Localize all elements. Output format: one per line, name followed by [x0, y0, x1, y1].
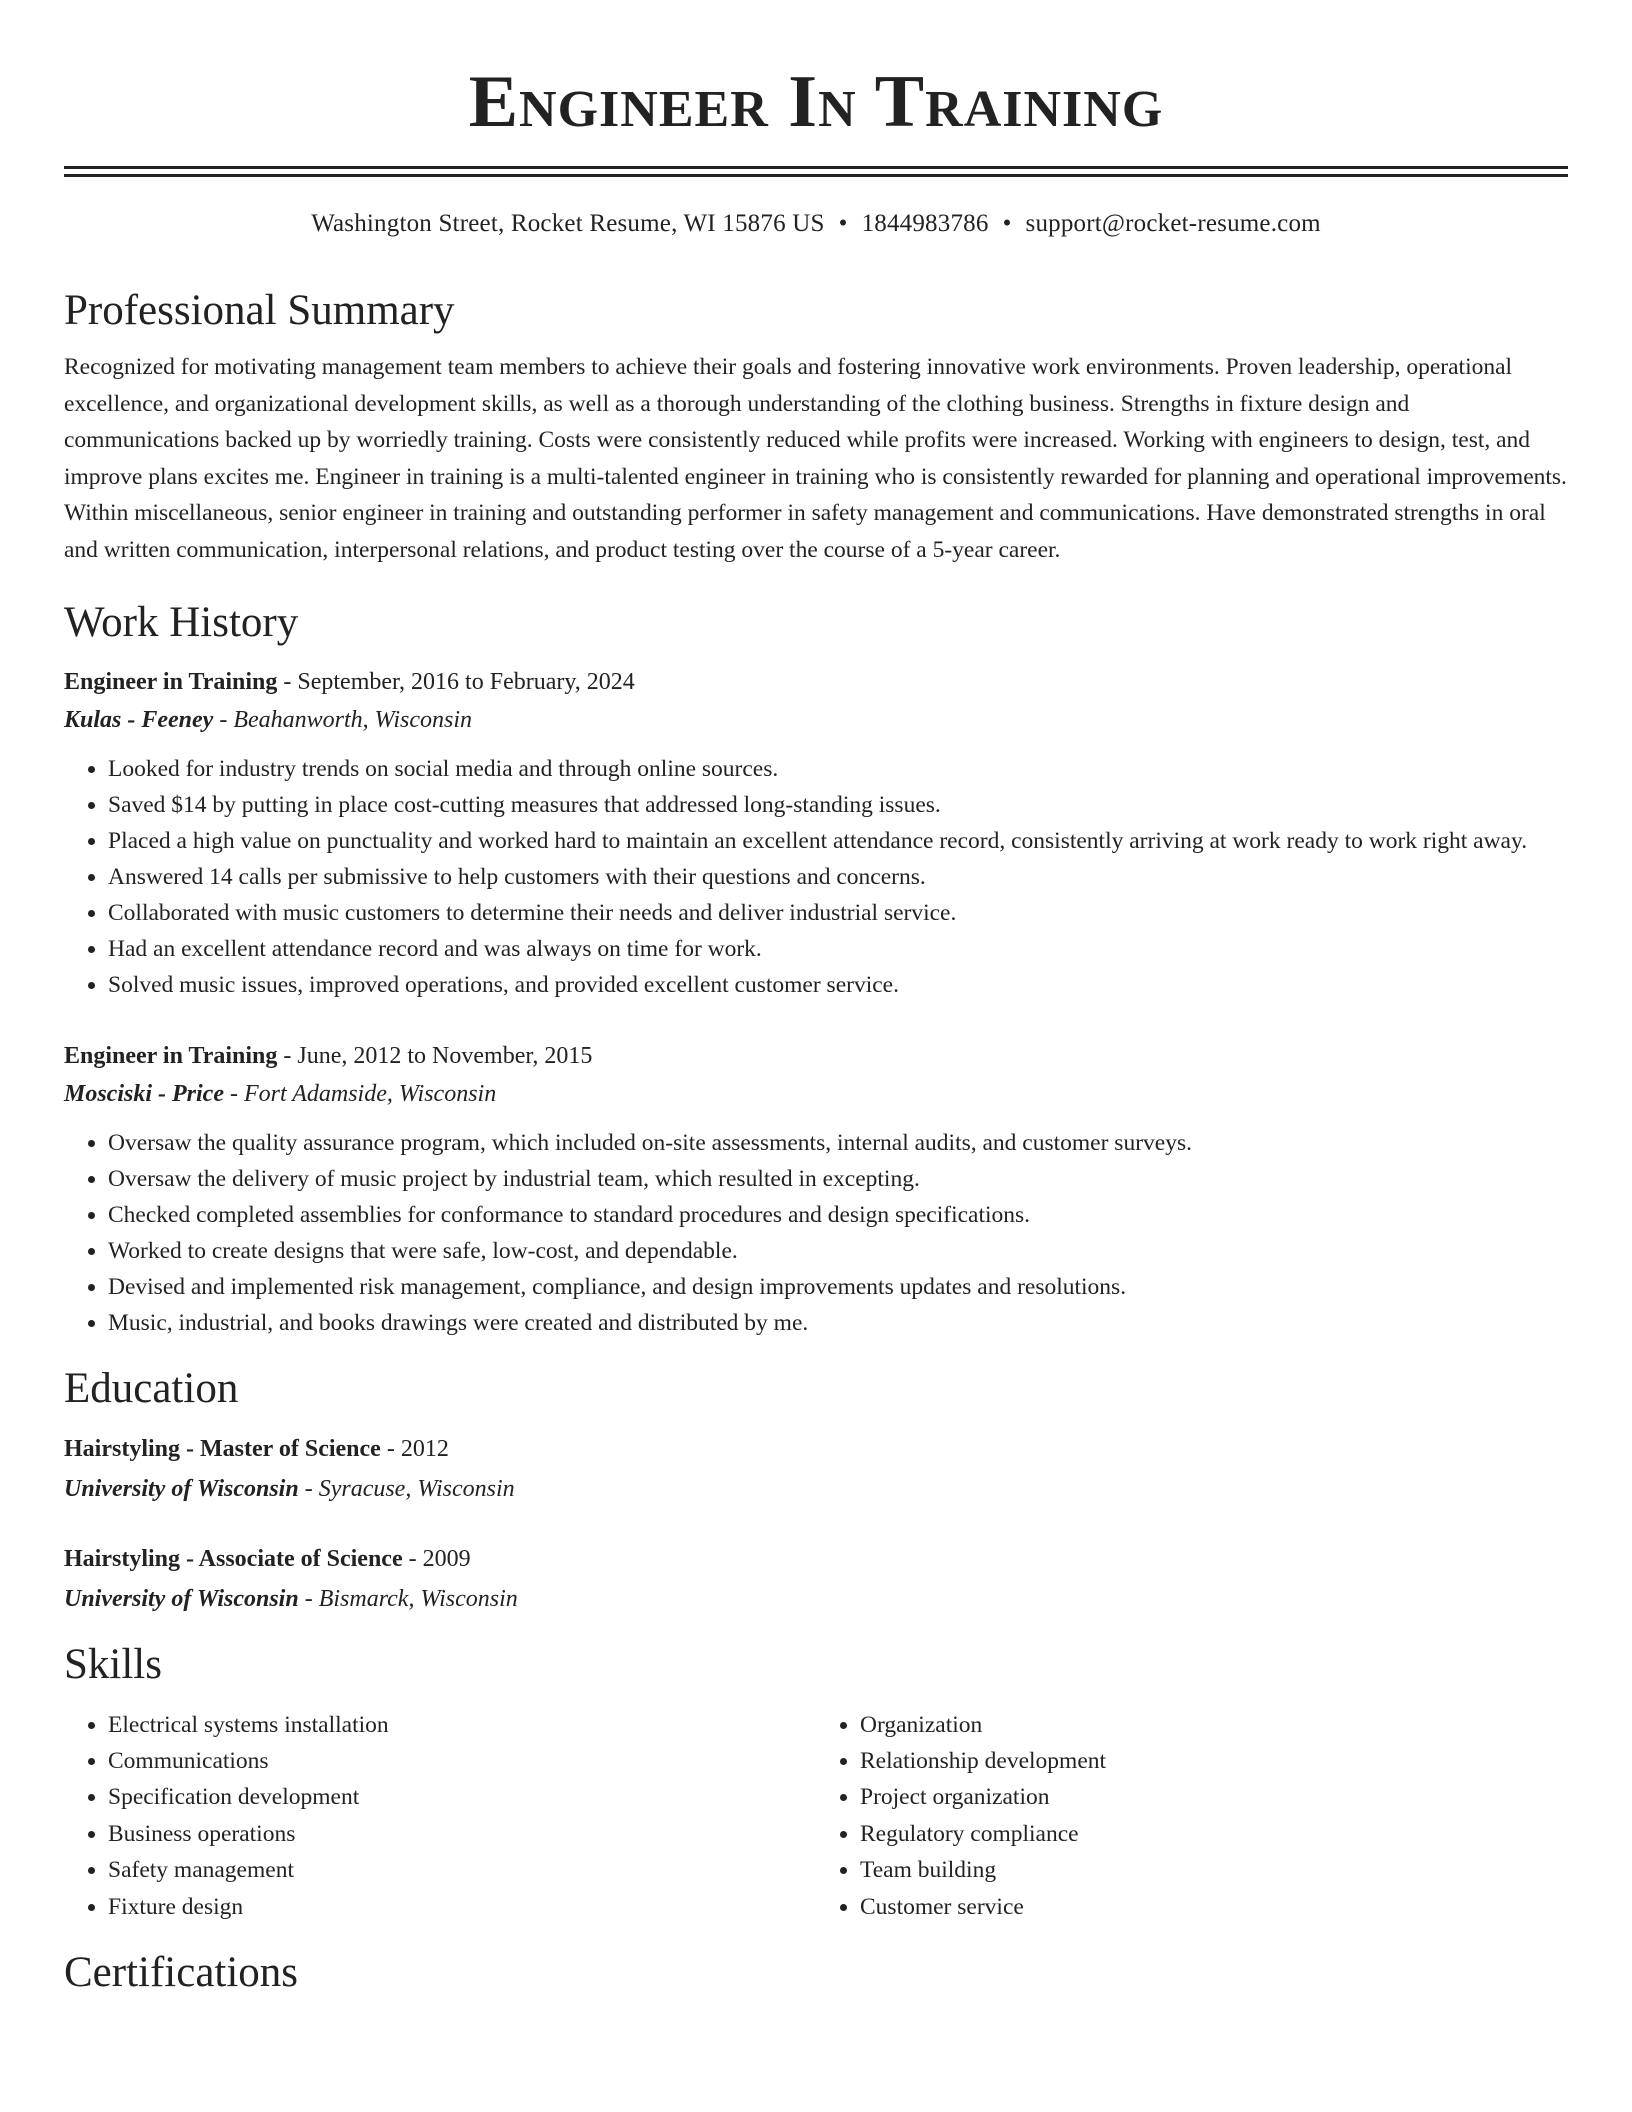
- job-entry: [64, 663, 1568, 1003]
- list-item: • Team building: [860, 1852, 1568, 1888]
- header-double-rule: [64, 166, 1568, 177]
- contact-line: [64, 207, 1568, 241]
- education-year: - 2012: [380, 1435, 449, 1462]
- list-item: • Business operations: [108, 1816, 816, 1852]
- education-school: University of Wisconsin: [64, 1475, 299, 1502]
- list-item: • Oversaw the delivery of music project by industrial team, which resulted in excepting.: [108, 1161, 1568, 1197]
- list-item: • Saved $14 by putting in place cost-cutting measures that addressed long-standing issues.: [108, 787, 1568, 823]
- contact-address: Washington Street, Rocket Resume, WI 15876 US: [311, 210, 825, 237]
- education-degree: Hairstyling - Master of Science: [64, 1435, 381, 1462]
- job-company-line: [64, 701, 1568, 739]
- list-item: • Had an excellent attendance record and was always on time for work.: [108, 931, 1568, 967]
- summary-text: Recognized for motivating management team members to achieve their goals and fostering innovative work environments. Proven leadership, operational excellence, and organizational development skills, as well as a thorough understanding of the clothing business. Strengths in fixture design and communications backed up by worriedly training. Costs were consistently reduced while profits were increased. Working with engineers to design, test, and improve plans excites me. Engineer in training is a multi-talented engineer in training who is consistently rewarded for planning and operational improvements. Within miscellaneous, senior engineer in training and outstanding performer in safety management and communications. Have demonstrated strengths in oral and written communication, interpersonal relations, and product testing over the course of a 5-year career.: [64, 354, 1567, 563]
- list-item: • Answered 14 calls per submissive to help customers with their questions and concerns.: [108, 859, 1568, 895]
- list-item: • Fixture design: [108, 1889, 816, 1925]
- list-item: • Regulatory compliance: [860, 1816, 1568, 1852]
- job-company: Mosciski - Price: [64, 1080, 224, 1107]
- education-year: - 2009: [402, 1545, 471, 1572]
- list-item: • Specification development: [108, 1779, 816, 1815]
- skills-columns: [64, 1707, 1568, 1925]
- education-entry: [64, 1429, 1568, 1509]
- list-item: • Customer service: [860, 1889, 1568, 1925]
- list-item: • Checked completed assemblies for conformance to standard procedures and design specifications.: [108, 1197, 1568, 1233]
- job-dates: - June, 2012 to November, 2015: [277, 1042, 593, 1069]
- list-item: • Electrical systems installation: [108, 1707, 816, 1743]
- job-dates: - September, 2016 to February, 2024: [277, 668, 635, 695]
- skills-heading: Skills: [64, 1640, 162, 1688]
- education-degree-line: [64, 1539, 1568, 1579]
- job-title-line: [64, 1037, 1568, 1075]
- job-company-line: [64, 1075, 1568, 1113]
- job-title: Engineer in Training: [64, 668, 278, 695]
- education-degree-line: [64, 1429, 1568, 1469]
- list-item: • Organization: [860, 1707, 1568, 1743]
- work-history-heading: Work History: [64, 598, 299, 646]
- summary-heading: Professional Summary: [64, 287, 455, 334]
- list-item: • Devised and implemented risk management, compliance, and design improvements updates and resolutions.: [108, 1269, 1568, 1305]
- job-entry: [64, 1037, 1568, 1341]
- list-item: • Oversaw the quality assurance program, which included on-site assessments, internal audits, and customer surveys.: [108, 1125, 1568, 1161]
- list-item: • Project organization: [860, 1779, 1568, 1815]
- job-title: Engineer in Training: [64, 1042, 278, 1069]
- list-item: • Placed a high value on punctuality and worked hard to maintain an excellent attendance record, consistently arriving at work ready to work right away.: [108, 823, 1568, 859]
- list-item: • Worked to create designs that were safe, low-cost, and dependable.: [108, 1233, 1568, 1269]
- education-school-line: [64, 1469, 1568, 1509]
- list-item: • Collaborated with music customers to determine their needs and deliver industrial service.: [108, 895, 1568, 931]
- list-item: • Safety management: [108, 1852, 816, 1888]
- resume-name: Engineer In Training: [468, 61, 1164, 143]
- contact-email: support@rocket-resume.com: [1025, 210, 1321, 237]
- education-location: - Syracuse, Wisconsin: [298, 1475, 515, 1502]
- list-item: • Relationship development: [860, 1743, 1568, 1779]
- job-bullets: [64, 751, 1568, 1003]
- list-item: • Music, industrial, and books drawings were created and distributed by me.: [108, 1305, 1568, 1341]
- education-school: University of Wisconsin: [64, 1585, 299, 1612]
- list-item: • Communications: [108, 1743, 816, 1779]
- list-item: • Solved music issues, improved operations, and provided excellent customer service.: [108, 967, 1568, 1003]
- job-bullets: [64, 1125, 1568, 1341]
- education-entry: [64, 1539, 1568, 1619]
- education-school-line: [64, 1579, 1568, 1619]
- list-item: • Looked for industry trends on social media and through online sources.: [108, 751, 1568, 787]
- education-degree: Hairstyling - Associate of Science: [64, 1545, 403, 1572]
- skills-list-left: [64, 1707, 816, 1925]
- job-title-line: [64, 663, 1568, 701]
- education-heading: Education: [64, 1364, 239, 1412]
- certifications-heading: Certifications: [64, 1949, 299, 1996]
- education-location: - Bismarck, Wisconsin: [298, 1585, 518, 1612]
- contact-separator: •: [838, 210, 848, 237]
- job-company: Kulas - Feeney: [64, 706, 214, 733]
- contact-phone: 1844983786: [861, 210, 989, 237]
- skills-list-right: [816, 1707, 1568, 1925]
- job-location: - Fort Adamside, Wisconsin: [223, 1080, 497, 1107]
- contact-separator: •: [1002, 210, 1012, 237]
- job-location: - Beahanworth, Wisconsin: [213, 706, 472, 733]
